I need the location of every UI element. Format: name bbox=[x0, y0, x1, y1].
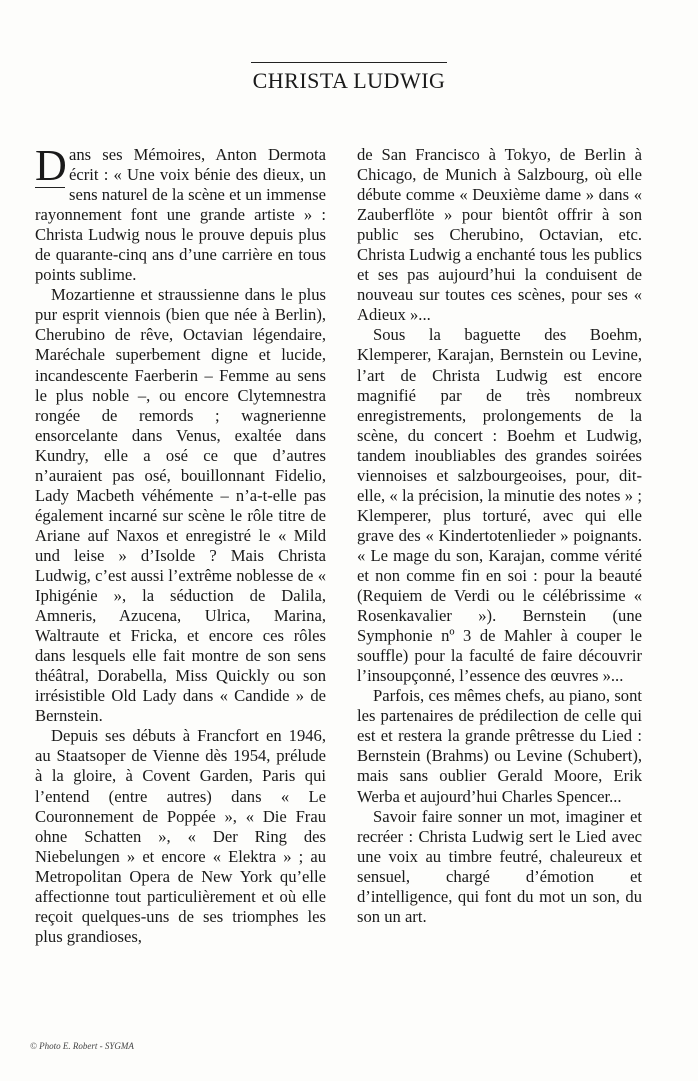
article-paragraph: Savoir faire sonner un mot, imaginer et recréer : Christa Ludwig sert le Lied avec une voix au timbre feutré, chaleureux et sensuel, chargé d’émotion et d’intelligence, qui font du mot un son, du son un art. bbox=[357, 806, 642, 926]
photo-credit: © Photo E. Robert - SYGMA bbox=[30, 1041, 134, 1051]
article-column-left bbox=[35, 141, 326, 947]
article-paragraph: Depuis ses débuts à Francfort en 1946, au Staatsoper de Vienne dès 1954, prélude à la gloire, à Covent Garden, Paris qui l’entend (entre autres) dans « Le Couronnement de Poppée », « Die Frau ohne Schatten », « Der Ring des Niebelungen » et encore « Elektra » ; au Metropolitan Opera de New York qu’elle affectionne tout particulièrement et où elle reçoit quelques-uns de ses triomphes les plus grandioses, bbox=[35, 726, 326, 946]
paragraph-text: ans ses Mémoires, Anton Dermota écrit : « Une voix bénie des dieux, un sens naturel de la scène et un immense rayonnement font une grande artiste » : Christa Ludwig nous le prouve depuis plus de quarante-cinq ans d’une carrière en tous points sublime. bbox=[35, 145, 326, 285]
article-paragraph bbox=[35, 141, 326, 285]
drop-cap: D bbox=[35, 141, 67, 190]
article-paragraph: de San Francisco à Tokyo, de Berlin à Chicago, de Munich à Salzbourg, où elle débute comme « Deuxième dame » dans « Zauberflöte » pour bientôt offrir à son public ses Cherubino, Octavian, etc. Christa Ludwig a enchanté tous les publics et ses pas aujourd’hui la conduisent de nouveau sur toutes ces scènes, pour ses « Adieux »... bbox=[357, 145, 642, 325]
page-title: CHRISTA LUDWIG bbox=[251, 62, 448, 97]
title-area bbox=[0, 62, 698, 97]
article-column-right bbox=[357, 145, 642, 927]
article-paragraph: Mozartienne et straussienne dans le plus pur esprit viennois (bien que née à Berlin), Cherubino de rêve, Octavian légendaire, Maréchale superbement digne et lucide, incandescente Faerberin – Femme au sens le plus noble –, ou encore Clytemnestra rongée de remords ; wagnerienne ensorcelante dans Venus, exaltée dans Kundry, elle a osé ce que d’autres n’auraient pas osé, bouillonnant Fidelio, Lady Macbeth véhémente – n’a-t-elle pas également incarné sur scène le rôle titre de Ariane auf Naxos et enregistré le « Mild und leise » d’Isolde ? Mais Christa Ludwig, c’est aussi l’extrême noblesse de « Iphigénie », la séduction de Dalila, Amneris, Azucena, Ulrica, Marina, Waltraute et Fricka, et encore ces rôles dans lesquels elle fait montre de son sens théâtral, Dorabella, Miss Quickly ou son irrésistible Old Lady dans « Candide » de Bernstein. bbox=[35, 285, 326, 726]
article-paragraph: Parfois, ces mêmes chefs, au piano, sont les partenaires de prédilection de celle qui est et restera la grande prêtresse du Lied : Bernstein (Brahms) ou Levine (Schubert), mais sans oublier Gerald Moore, Erik Werba et aujourd’hui Charles Spencer... bbox=[357, 686, 642, 806]
article-paragraph: Sous la baguette des Boehm, Klemperer, Karajan, Bernstein ou Levine, l’art de Christa Ludwig est encore magnifié par de très nombreux enregistrements, prolongements de la scène, du concert : Boehm et Ludwig, tandem inoubliables des grandes soirées viennoises et salzbourgeoises, pour, dit-elle, « la précision, la minutie des notes » ; Klemperer, plus torturé, avec qui elle grave des « Kindertotenlieder » poignants. « Le mage du son, Karajan, comme vérité et non comme fin en soi : pour la beauté (Requiem de Verdi ou le célébrissime « Rosenkavalier »). Bernstein (une Symphonie nº 3 de Mahler à couper le souffle) pour la faculté de faire découvrir l’insoupçonné, l’essence des œuvres »... bbox=[357, 325, 642, 686]
